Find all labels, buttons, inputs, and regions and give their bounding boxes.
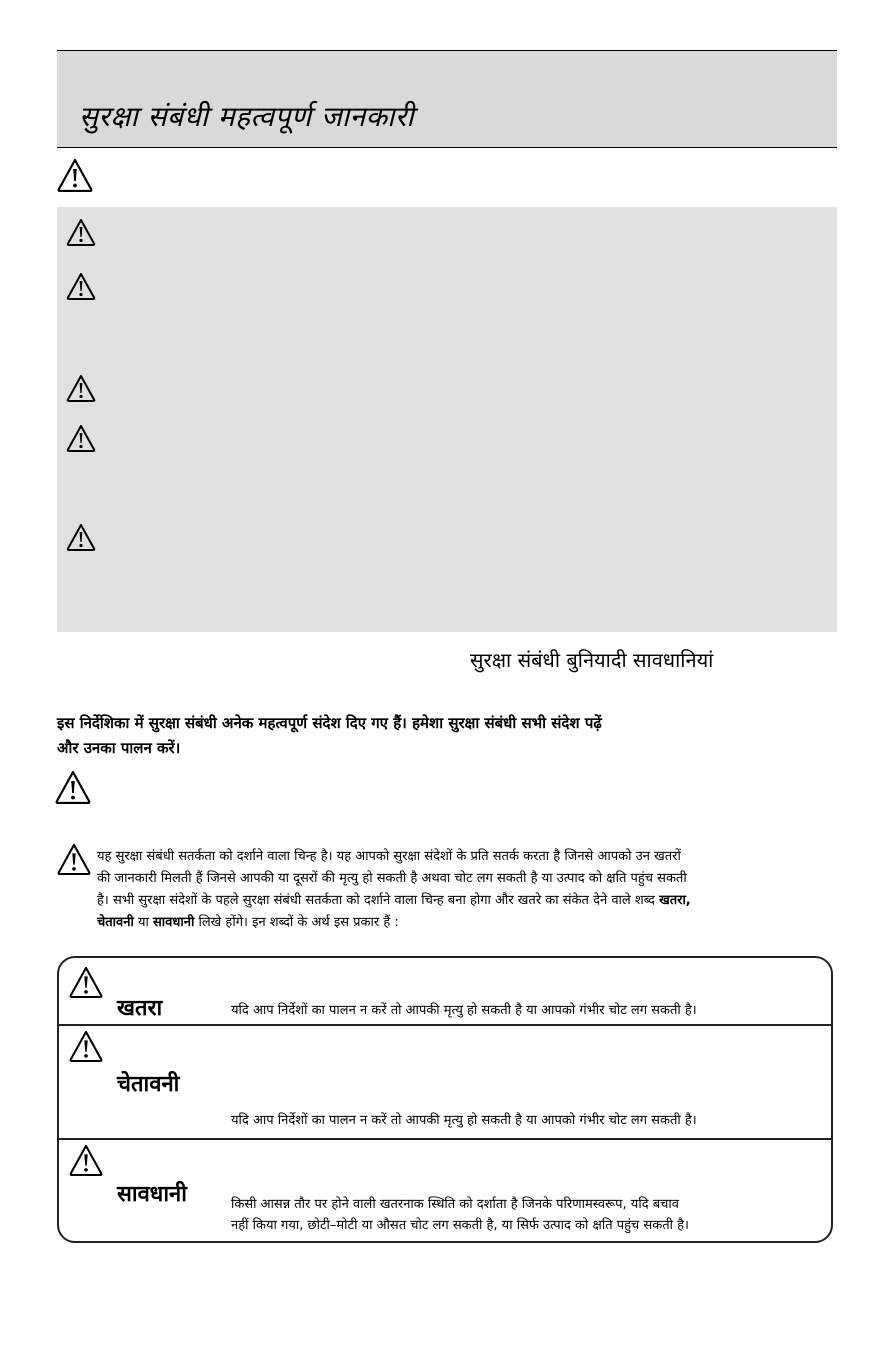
warning-triangle-icon xyxy=(66,424,96,452)
row-divider xyxy=(59,1138,831,1140)
intro-line: और उनका पालन करें। xyxy=(57,739,181,757)
alert-symbol-paragraph xyxy=(57,846,847,934)
paragraph-text: है। सभी सुरक्षा संदेशों के पहले सुरक्षा संबंधी सतर्कता को दर्शाने वाला चिन्ह बना होगा और खतरे का संकेत देने वाले शब्द xyxy=(97,893,660,908)
warning-triangle-icon xyxy=(69,1144,103,1176)
signal-description: नहीं किया गया, छोटी–मोटी या औसत चोट लग सकती है, या सिर्फ उत्पाद को क्षति पहुंच सकती है। xyxy=(231,1218,689,1233)
paragraph-text: लिखे होंगे। इन शब्दों के अर्थ इस प्रकार हैं : xyxy=(194,915,399,930)
signal-word-caution: सावधानी xyxy=(117,1182,187,1207)
keyword-warning: चेतावनी xyxy=(97,915,134,930)
keyword-danger: खतरा, xyxy=(659,893,691,908)
section-heading: सुरक्षा संबंधी बुनियादी सावधानियां xyxy=(470,648,714,672)
page-title: सुरक्षा संबंधी महत्वपूर्ण जानकारी xyxy=(79,100,415,133)
intro-text xyxy=(57,711,837,761)
warning-triangle-icon xyxy=(66,218,96,246)
paragraph-line xyxy=(57,912,847,934)
keyword-caution: सावधानी xyxy=(153,915,195,930)
warning-triangle-icon xyxy=(55,770,91,804)
signal-word-warning: चेतावनी xyxy=(117,1072,180,1097)
intro-line: इस निर्देशिका में सुरक्षा संबंधी अनेक महत्वपूर्ण संदेश दिए गए हैं। हमेशा सुरक्षा संबंधी सभी संदेश पढ़ें xyxy=(57,714,602,732)
warnings-panel xyxy=(57,207,837,632)
warning-triangle-icon xyxy=(57,158,93,192)
signal-description: यदि आप निर्देशों का पालन न करें तो आपकी मृत्यु हो सकती है या आपको गंभीर चोट लग सकती है। xyxy=(231,1003,697,1018)
warning-triangle-icon xyxy=(69,1030,103,1062)
title-band xyxy=(57,51,837,148)
signal-description: किसी आसन्न तौर पर होने वाली खतरनाक स्थिति को दर्शाता है जिनके परिणामस्वरूप, यदि बचाव xyxy=(231,1197,680,1212)
paragraph-line xyxy=(57,890,847,912)
row-divider xyxy=(59,1024,831,1026)
paragraph-line: की जानकारी मिलती हैं जिनसे आपकी या दूसरों की मृत्यु हो सकती है अथवा चोट लग सकती है या उत्पाद को क्षति पहुंच सकती xyxy=(97,871,687,886)
warning-triangle-icon xyxy=(66,374,96,402)
warning-triangle-icon xyxy=(66,523,96,551)
signal-word-danger: खतरा xyxy=(117,996,163,1021)
paragraph-line: यह सुरक्षा संबंधी सतर्कता को दर्शाने वाला चिन्ह है। यह आपको सुरक्षा संदेशों के प्रति सतर्क करता है जिनसे आपको उन खतरों xyxy=(97,849,681,864)
warning-triangle-icon xyxy=(69,966,103,998)
signal-description: यदि आप निर्देशों का पालन न करें तो आपकी मृत्यु हो सकती है या आपको गंभीर चोट लग सकती है। xyxy=(231,1113,697,1128)
signal-words-table xyxy=(57,956,833,1243)
warning-triangle-icon xyxy=(66,272,96,300)
paragraph-text: या xyxy=(133,915,154,930)
